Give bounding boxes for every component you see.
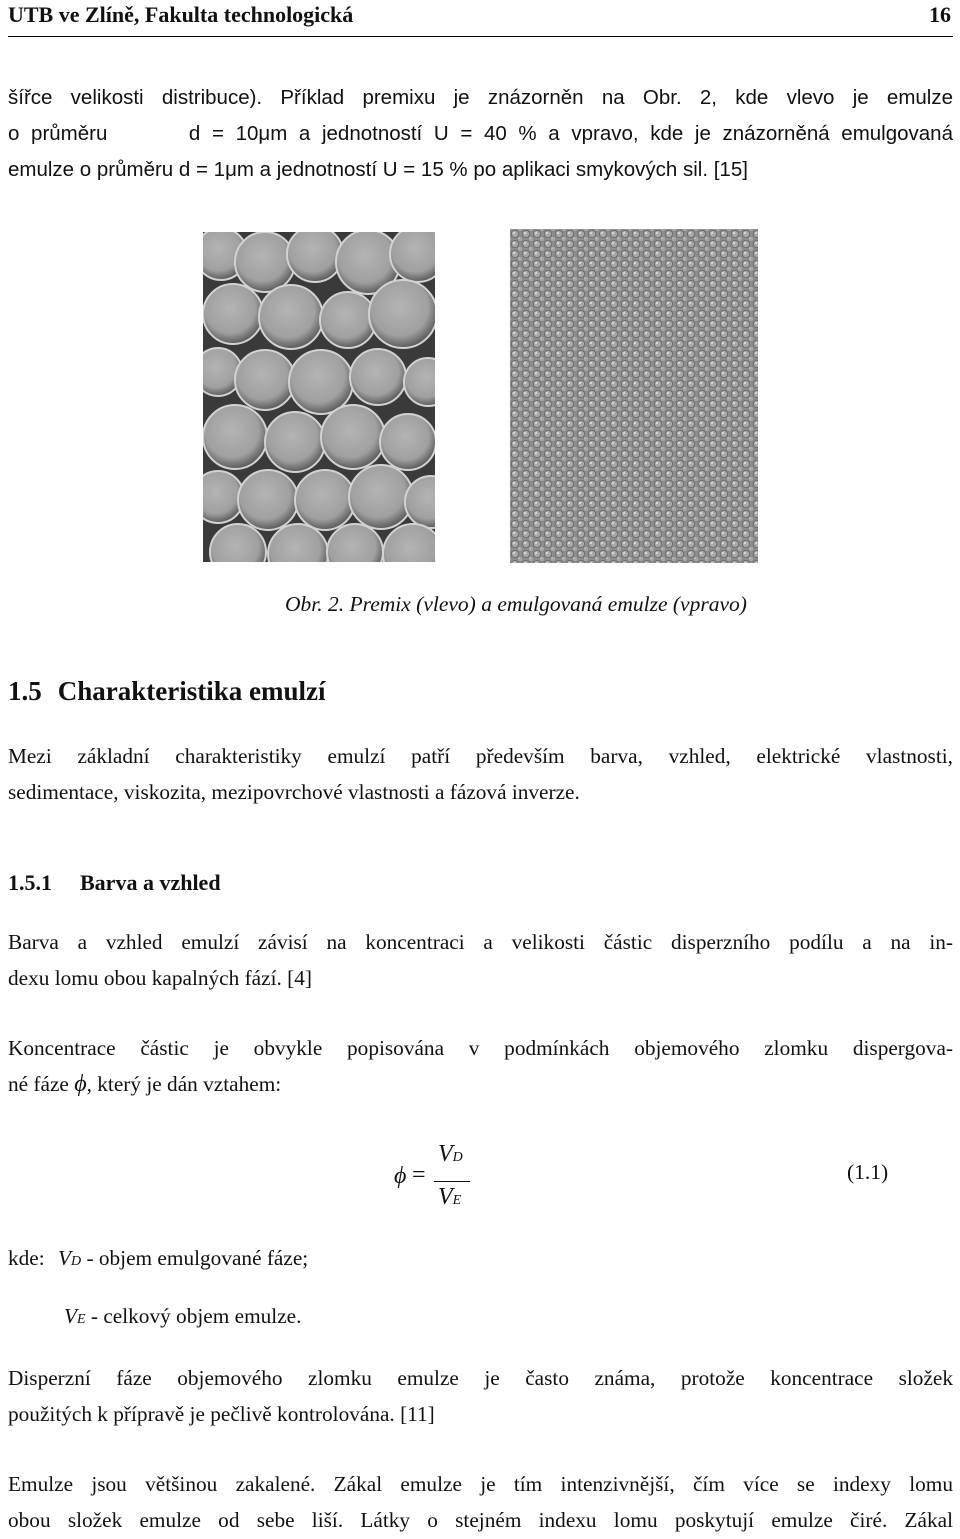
paragraph-line: obou složek emulze od sebe liší. Látky o stejném indexu lomu poskytují emulze čiré. Zákal	[8, 1508, 953, 1532]
paragraph-line: Koncentrace částic je obvykle popisována v podmínkách objemového zlomku dispergova-	[8, 1036, 953, 1060]
numerator-subscript: D	[452, 1150, 463, 1165]
paragraph-line: Emulze jsou většinou zakalené. Zákal emulze je tím intenzivnější, čím více se indexy lomu	[8, 1472, 953, 1496]
header-title: UTB ve Zlíně, Fakulta technologická	[8, 2, 354, 27]
section-heading	[8, 676, 325, 707]
equation-denominator	[438, 1184, 461, 1211]
denominator-subscript: E	[452, 1193, 462, 1208]
paragraph-line: Disperzní fáze objemového zlomku emulze je často známa, protože koncentrace složek	[8, 1366, 953, 1390]
where-line-2	[64, 1304, 301, 1329]
subsection-heading	[8, 870, 221, 896]
denominator-variable: V	[438, 1184, 453, 1210]
paragraph-line: Barva a vzhled emulzí závisí na koncentraci a velikosti částic disperzního podílu a na in-	[8, 930, 953, 954]
paragraph-line	[8, 1066, 953, 1102]
paragraph-line: použitých k přípravě je pečlivě kontrolována. [11]	[8, 1402, 435, 1426]
page-header	[8, 0, 953, 37]
equation-number: (1.1)	[847, 1160, 889, 1184]
section-text-line: sedimentace, viskozita, mezipovrchové vlastnosti a fázová inverze.	[8, 780, 580, 804]
section-paragraph	[8, 738, 953, 810]
equation-lhs: ϕ	[394, 1163, 407, 1189]
premix-image	[203, 232, 435, 562]
where-label: kde:	[8, 1246, 45, 1270]
numerator-variable: V	[438, 1141, 453, 1167]
where-subscript: D	[71, 1254, 82, 1269]
emulsion-micrograph	[510, 229, 758, 563]
where-variable: V	[58, 1246, 72, 1270]
equation-numerator	[438, 1141, 463, 1168]
figure-caption: Obr. 2. Premix (vlevo) a emulgovaná emulze (vpravo)	[285, 592, 747, 616]
intro-line: o průměru d = 10μm a jednotností U = 40 % a vpravo, kde je znázorněná emulgovaná	[8, 122, 953, 145]
where-variable: V	[64, 1304, 78, 1328]
emulsion-image	[510, 229, 758, 563]
section-title: Charakteristika emulzí	[57, 676, 326, 706]
equation-equals: =	[412, 1162, 426, 1188]
paragraph-fragment: né fáze	[8, 1072, 69, 1096]
fraction-bar	[434, 1181, 470, 1182]
where-line-1	[8, 1246, 308, 1271]
premix-micrograph	[203, 232, 435, 562]
intro-line: emulze o průměru d = 1μm a jednotností U = 15 % po aplikaci smykových sil. [15]	[8, 158, 748, 181]
paragraph-line: dexu lomu obou kapalných fází. [4]	[8, 966, 312, 990]
phi-symbol: ϕ	[74, 1071, 87, 1097]
section-number: 1.5	[8, 676, 42, 706]
where-subscript: E	[77, 1312, 86, 1327]
section-text-line: Mezi základní charakteristiky emulzí patří především barva, vzhled, elektrické vlastnosti,	[8, 744, 953, 768]
subsection-number: 1.5.1	[8, 870, 52, 895]
paragraph-fragment: , který je dán vztahem:	[86, 1072, 282, 1096]
where-description: - celkový objem emulze.	[85, 1304, 302, 1328]
intro-line: šířce velikosti distribuce). Příklad premixu je znázorněn na Obr. 2, kde vlevo je emulze	[8, 86, 953, 109]
where-description: - objem emulgované fáze;	[81, 1246, 309, 1270]
paragraph-2	[8, 1030, 953, 1102]
page-number: 16	[929, 2, 951, 27]
paragraph-3	[8, 1360, 953, 1432]
subsection-title: Barva a vzhled	[80, 870, 221, 895]
paragraph-4	[8, 1466, 953, 1538]
intro-paragraph	[8, 80, 953, 188]
paragraph-1	[8, 924, 953, 996]
